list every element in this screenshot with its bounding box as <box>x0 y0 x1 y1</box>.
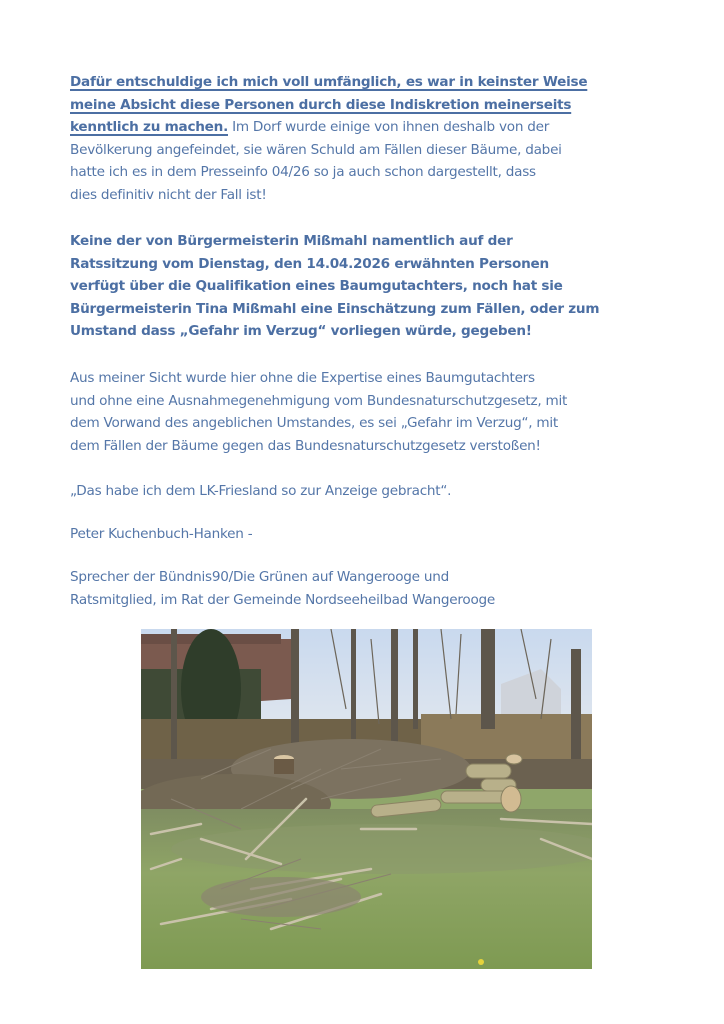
text-line: Umstand dass „Gefahr im Verzug“ vorliegen würde, gegeben! <box>70 323 532 339</box>
text-line: Aus meiner Sicht wurde hier ohne die Expertise eines Baumgutachters <box>70 370 535 386</box>
text-line: Peter Kuchenbuch-Hanken - <box>70 526 253 542</box>
text-line: dem Vorwand des angeblichen Umstandes, es sei „Gefahr im Verzug“, mit <box>70 415 558 431</box>
text-line: Dafür entschuldige ich mich voll umfänglich, es war in keinster Weise <box>70 74 588 90</box>
text-line: Keine der von Bürgermeisterin Mißmahl namentlich auf der <box>70 233 513 249</box>
text-line: Sprecher der Bündnis90/Die Grünen auf Wangerooge und <box>70 569 449 585</box>
felled-trees-photo <box>141 629 592 969</box>
text-line: Bürgermeisterin Tina Mißmahl eine Einschätzung zum Fällen, oder zum <box>70 300 600 317</box>
paragraph-qualification <box>70 230 670 343</box>
text-line: hatte ich es in dem Presseinfo 04/26 so ja auch schon dargestellt, dass <box>70 164 536 180</box>
text-line: verfügt über die Qualifikation eines Baumgutachters, noch hat sie <box>70 278 563 294</box>
paragraph-opinion <box>70 367 670 457</box>
text-line: Ratsmitglied, im Rat der Gemeinde Nordseeheilbad Wangerooge <box>70 591 496 608</box>
signature-name <box>70 523 670 546</box>
text-line: meine Absicht diese Personen durch diese Indiskretion meinerseits <box>70 96 572 113</box>
text-line: Im Dorf wurde einige von ihnen deshalb von der <box>228 119 550 135</box>
text-line: dies definitiv nicht der Fall ist! <box>70 186 267 203</box>
text-line: Bevölkerung angefeindet, sie wären Schuld am Fällen dieser Bäume, dabei <box>70 141 562 158</box>
text-line: Ratssitzung vom Dienstag, den 14.04.2026 erwähnten Personen <box>70 255 549 272</box>
paragraph-apology <box>70 71 670 206</box>
text-line: und ohne eine Ausnahmegenehmigung vom Bundesnaturschutzgesetz, mit <box>70 392 568 409</box>
signature-role <box>70 566 670 611</box>
text-line: dem Fällen der Bäume gegen das Bundesnaturschutzgesetz verstoßen! <box>70 437 541 454</box>
text-line-underlined: kenntlich zu machen. <box>70 119 228 135</box>
paragraph-report <box>70 480 670 503</box>
text-line: „Das habe ich dem LK-Friesland so zur Anzeige gebracht“. <box>70 483 452 499</box>
